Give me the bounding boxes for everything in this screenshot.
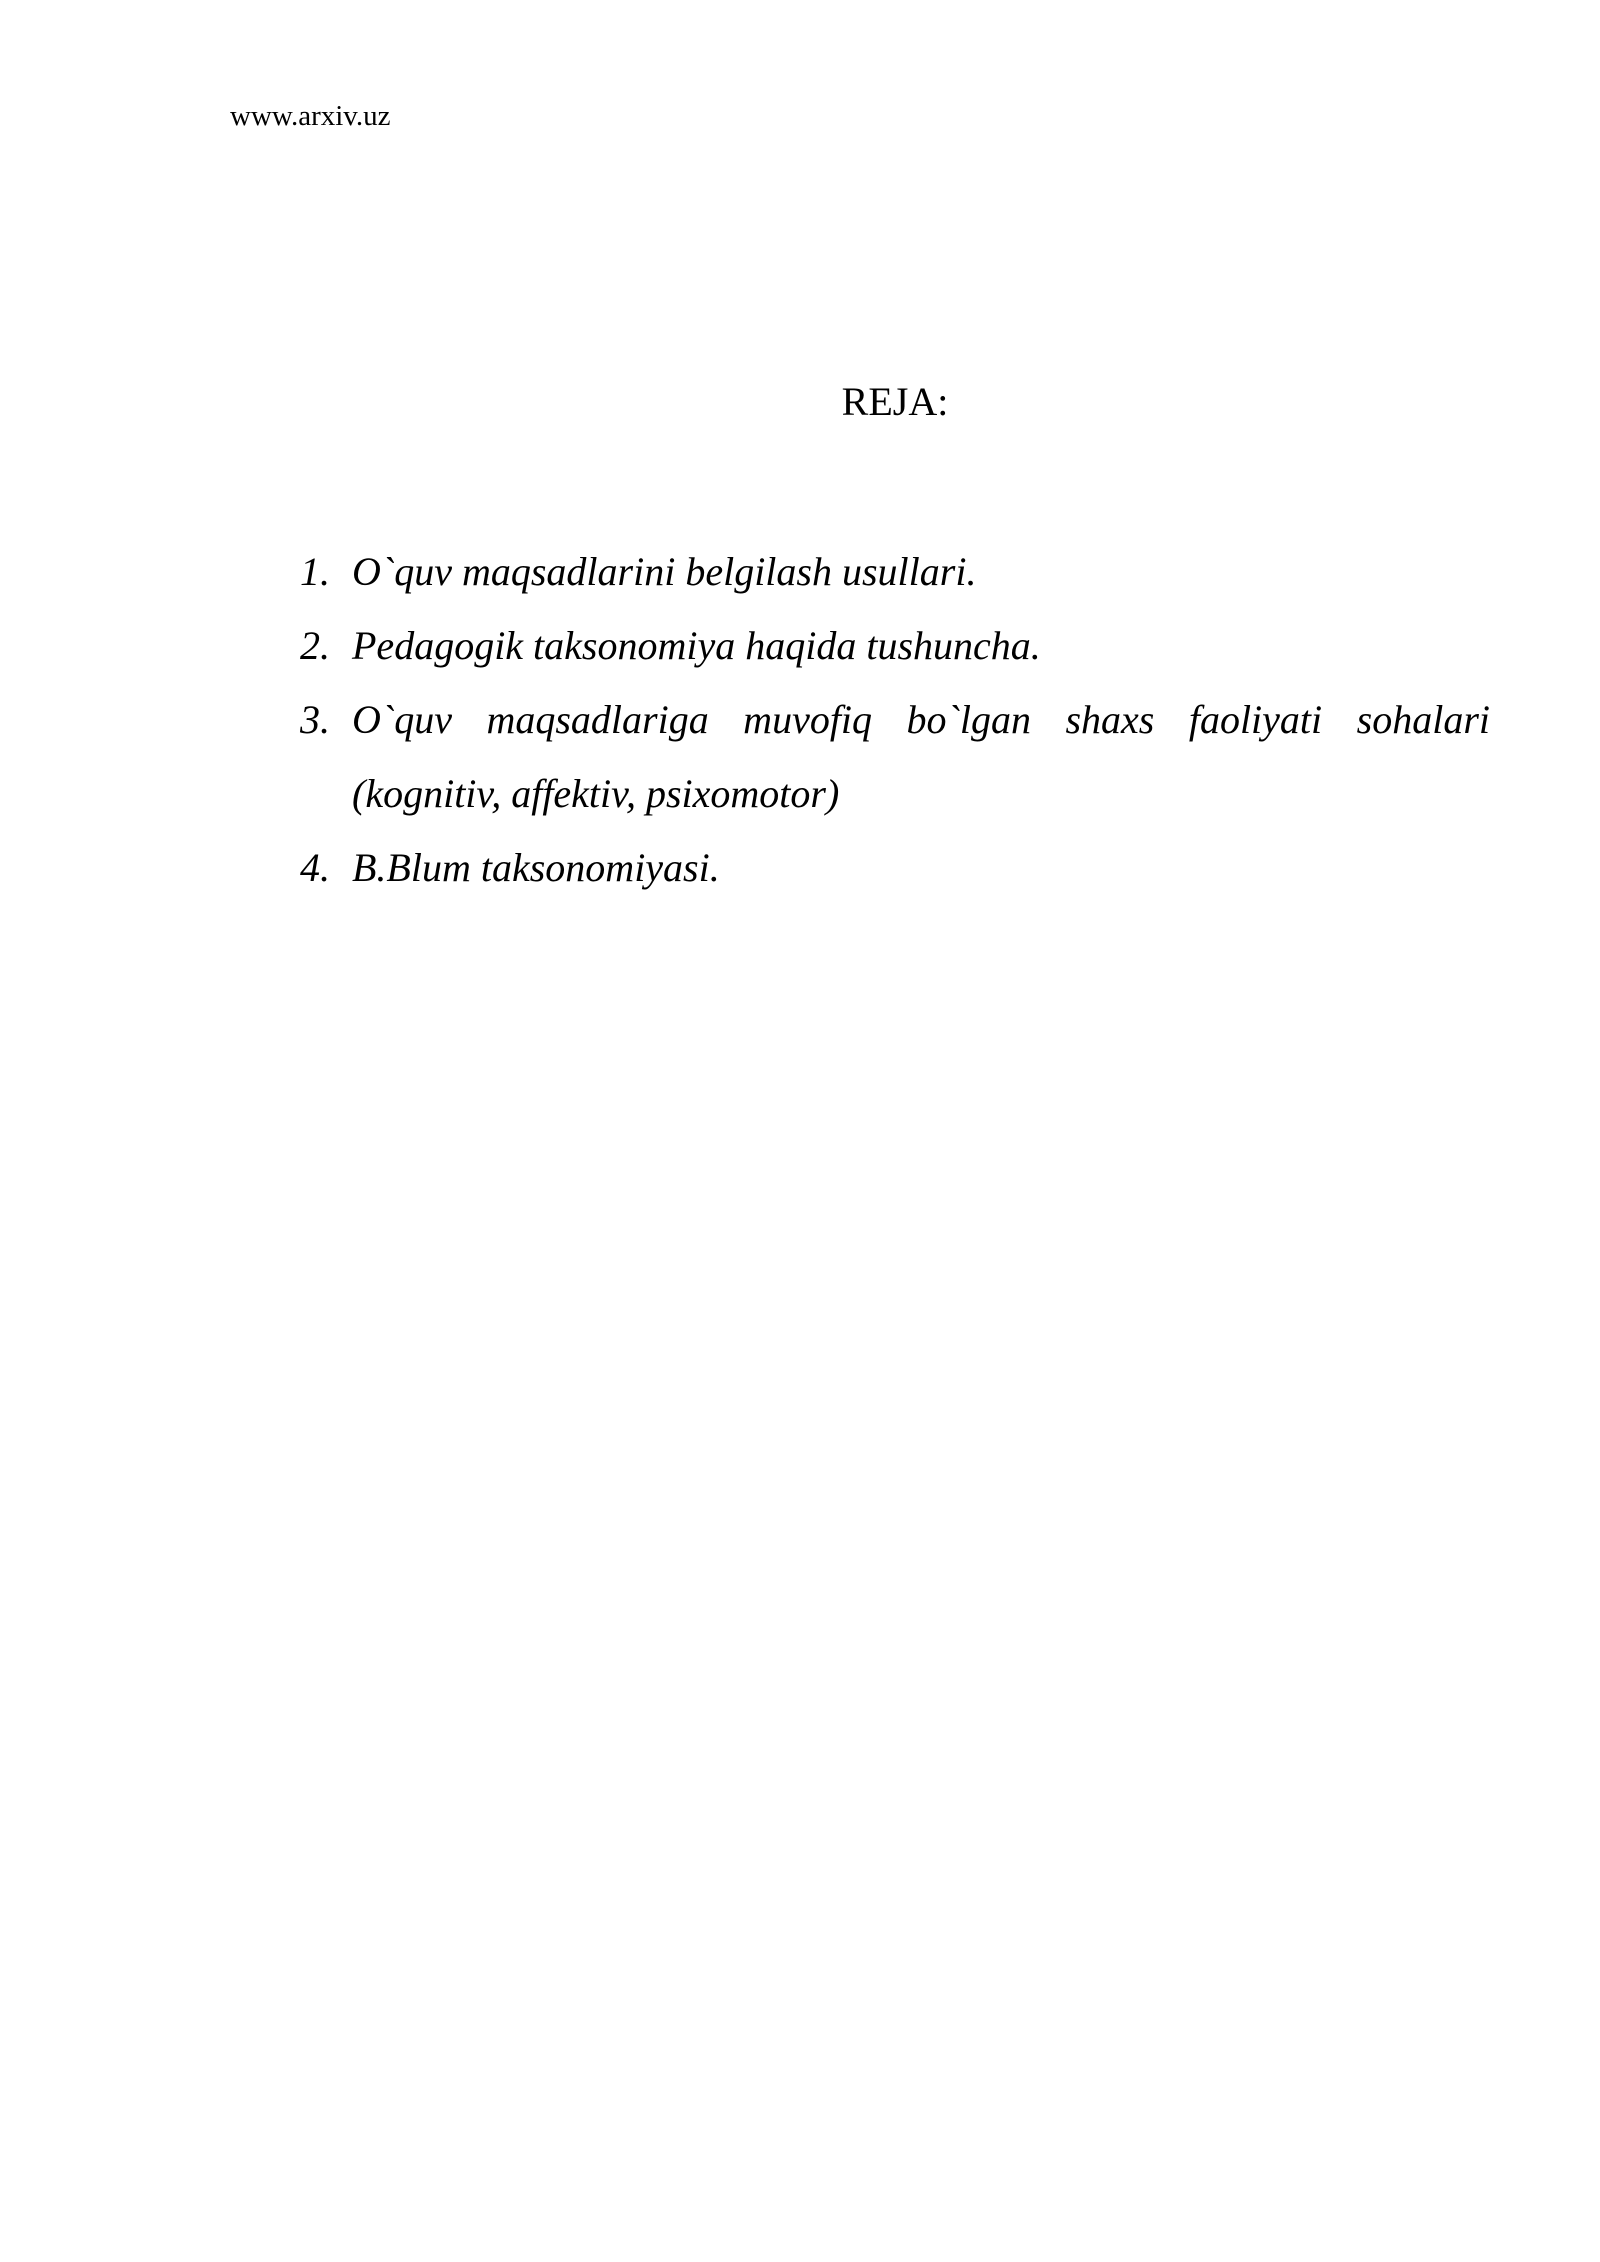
list-item [300, 535, 1490, 609]
header-url: www.arxiv.uz [230, 100, 391, 132]
plan-list [300, 535, 1490, 905]
list-item-text: O`quv maqsadlariga muvofiq bo`lgan shaxs faoliyati sohalari (kognitiv, affektiv, psixomotor) [352, 697, 1490, 816]
list-item [300, 683, 1490, 831]
list-item [300, 831, 1490, 905]
list-item-number: 3. [300, 697, 330, 742]
list-item-text: B.Blum taksonomiyasi. [352, 845, 720, 890]
list-item-number: 2. [300, 623, 330, 668]
list-item-text: Pedagogik taksonomiya haqida tushuncha. [352, 623, 1041, 668]
list-item-number: 1. [300, 549, 330, 594]
list-item-text: O`quv maqsadlarini belgilash usullari. [352, 549, 977, 594]
page-title: REJA: [841, 379, 949, 424]
list-item-number: 4. [300, 845, 330, 890]
list-item [300, 609, 1490, 683]
